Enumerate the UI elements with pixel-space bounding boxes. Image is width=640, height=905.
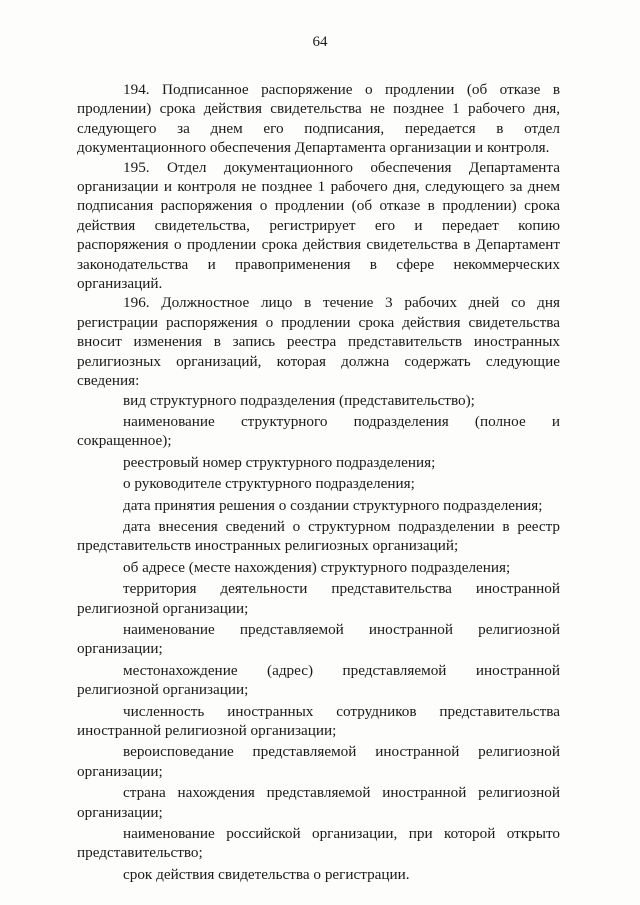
info-items-list [77, 391, 560, 885]
document-body [77, 80, 560, 884]
list-item: страна нахождения представляемой иностранной религиозной организации; [77, 784, 560, 821]
list-item: вероисповедание представляемой иностранной религиозной организации; [77, 743, 560, 780]
paragraph-194: 194. Подписанное распоряжение о продлении (об отказе в продлении) срока действия свидетельства не позднее 1 рабочего дня, следующего за днем его подписания, передается в отдел документационного обеспечения Департамента организации и контроля. [77, 81, 560, 157]
list-item: дата принятия решения о создании структурного подразделения; [123, 496, 543, 514]
list-item: о руководителе структурного подразделения; [123, 475, 415, 493]
list-item: территория деятельности представительства иностранной религиозной организации; [77, 580, 560, 617]
page-number: 64 [312, 34, 328, 50]
list-item: наименование российской организации, при которой открыто представительство; [77, 825, 560, 862]
list-item: об адресе (месте нахождения) структурного подразделения; [123, 558, 511, 576]
list-item: срок действия свидетельства о регистрации. [123, 865, 410, 883]
list-item: реестровый номер структурного подразделения; [123, 453, 436, 471]
list-item: наименование структурного подразделения (полное и сокращенное); [77, 412, 560, 450]
paragraph-195: 195. Отдел документационного обеспечения Департамента организации и контроля не позднее 1 рабочего дня, следующего за днем подписания распоряжения о продлении (об отказе в продлении) срока действия свидетельства, регистрирует его и передает копию распоряжения о продлении срока действия свидетельства в Департамент законодательства и правоприменения в сфере некоммерческих организаций. [77, 158, 560, 293]
list-item: вид структурного подразделения (представительство); [123, 391, 475, 409]
list-item: местонахождение (адрес) представляемой иностранной религиозной организации; [77, 661, 560, 699]
paragraph-196: 196. Должностное лицо в течение 3 рабочих дней со дня регистрации распоряжения о продлении срока действия свидетельства вносит изменения в запись реестра представительств иностранных религиозных организаций, которая должна содержать следующие сведения: [77, 294, 560, 390]
list-item: дата внесения сведений о структурном подразделении в реестр представительств иностранных религиозных организаций; [77, 517, 560, 555]
list-item: наименование представляемой иностранной религиозной организации; [77, 620, 560, 658]
list-item: численность иностранных сотрудников представительства иностранной религиозной организации; [77, 702, 560, 739]
